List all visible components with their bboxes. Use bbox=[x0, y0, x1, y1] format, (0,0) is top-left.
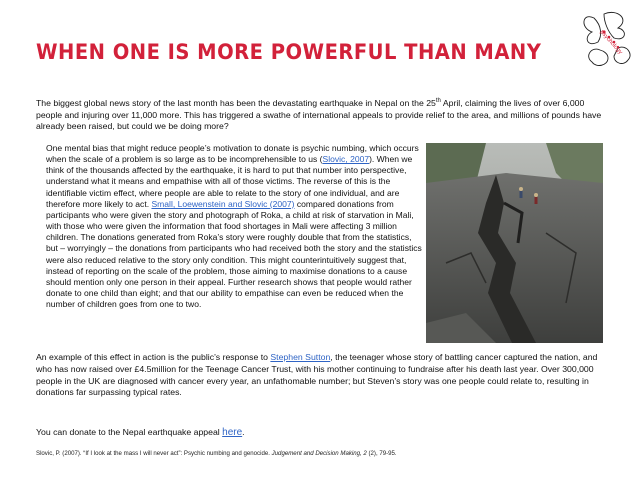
intro-text-continued: April, claiming the lives of over 6,000 people and injuring over 11,000 more. This has triggered a swathe of international appeals to provide relief to the area, and millions of pounds have already been raised, but could we be doing more? bbox=[36, 98, 602, 132]
slovic-2007-link[interactable]: Slovic, 2007 bbox=[322, 154, 370, 165]
reference-text-2: (2), 79-95. bbox=[366, 450, 397, 457]
intro-text: The biggest global news story of the last month has been the devastating earthquake in Nepal on the 25 bbox=[36, 98, 436, 108]
butterfly-flowers-logo-icon bbox=[578, 10, 636, 72]
reference bbox=[36, 450, 604, 458]
main-text-2: ). When we think of the thousands affected by the earthquake, it is hard to put that number into perspective, understand what it means and empathise with all of those victims. The reverse of this is the identifiable victim effect, where people are able to relate to the story of one individual, and are therefore more likely to act. bbox=[46, 154, 413, 209]
sutton-text-2: , the teenager whose story of battling cancer captured the nation, and who has now raised over £4.5million for the Teenage Cancer Trust, with his mother continuing to fundraise after his death last year. Over 300,000 people in the UK are diagnosed with cancer every year, an unfathomable number; but Steven’s story was one people could relate to, resulting in donations far surpassing typical rates. bbox=[36, 352, 598, 398]
main-text-3: compared donations from participants who were given the story and photograph of Roka, a child at risk of starvation in Mali, with those who were given the information that food shortages in Mali were affecting 3 million children. The donations generated from Roka’s story were roughly double that from the statistics, but – worryingly – the donations from participants who had received both the story and the statistics were also reduced relative to the story only condition. This might counterintuitively suggest that, instead of reporting on the scale of the problem, those aiming to maximise donations to a cause should mention only one person in their appeal. Further research shows that people would rather donate to one child than eight; and that our ability to empathise can even be reduced when the number of children goes from one to two. bbox=[46, 198, 422, 310]
main-text-1: One mental bias that might reduce people’s motivation to donate is psychic numbing, which occurs when the scale of a problem is so large as to be incomprehensible to us ( bbox=[46, 143, 419, 165]
slide-title: WHEN ONE IS MORE POWERFUL THAN MANY bbox=[36, 40, 542, 64]
donate-here-link[interactable]: here bbox=[222, 427, 243, 438]
reference-text-1: Slovic, P. (2007). “If I look at the mass I will never act”: Psychic numbing and genocide. bbox=[36, 450, 272, 457]
donate-period: . bbox=[242, 427, 245, 437]
donate-text: You can donate to the Nepal earthquake appeal bbox=[36, 427, 223, 437]
reference-journal: Judgement and Decision Making, 2 bbox=[271, 450, 367, 457]
stephen-sutton-link[interactable]: Stephen Sutton bbox=[270, 352, 331, 362]
earthquake-cracked-road-photo-icon bbox=[426, 143, 603, 343]
sutton-paragraph bbox=[36, 352, 604, 399]
small-loewenstein-slovic-link[interactable]: Small, Loewenstein and Slovic (2007) bbox=[151, 198, 295, 209]
sutton-text-1: An example of this effect in action is the public’s response to bbox=[36, 352, 271, 362]
donate-paragraph bbox=[36, 427, 604, 439]
logo-text: psychology bbox=[598, 29, 624, 56]
intro-superscript: th bbox=[435, 98, 441, 105]
intro-paragraph bbox=[36, 98, 604, 133]
main-paragraph bbox=[46, 143, 422, 310]
